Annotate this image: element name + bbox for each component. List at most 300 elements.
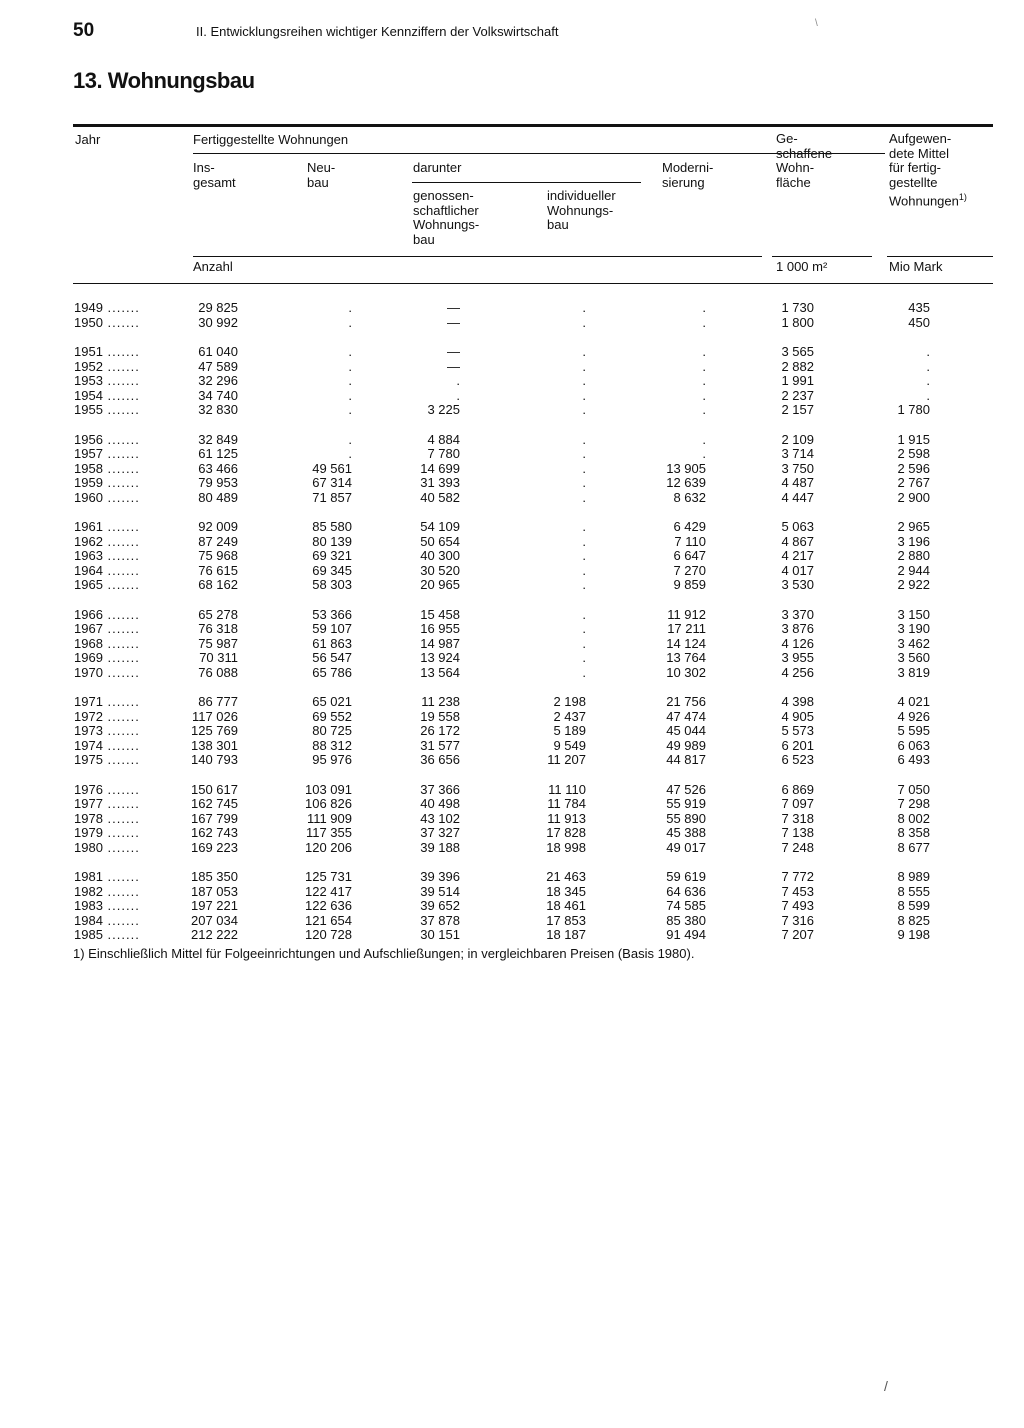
cell-modern: 6 429 bbox=[673, 519, 706, 534]
cell-genossen: 39 396 bbox=[420, 869, 460, 884]
row-year bbox=[74, 928, 164, 943]
cell-insgesamt: 76 615 bbox=[198, 562, 238, 578]
cell-genossen: 40 498 bbox=[420, 796, 460, 811]
leader-dots: ....... bbox=[102, 635, 140, 651]
cell-modern: 6 647 bbox=[673, 548, 706, 563]
cell-flaeche: 3 530 bbox=[781, 577, 814, 592]
cell-modern: 49 017 bbox=[666, 839, 706, 855]
cell-neubau: 56 547 bbox=[312, 650, 352, 665]
cell-genossen: . bbox=[456, 387, 460, 403]
cell-neubau: 80 725 bbox=[312, 723, 352, 738]
cell-insgesamt: 117 026 bbox=[191, 708, 238, 724]
row-year bbox=[74, 535, 164, 550]
cell-individuell: 18 345 bbox=[546, 883, 586, 899]
leader-dots: ....... bbox=[102, 898, 140, 913]
cell-modern: 55 919 bbox=[666, 796, 706, 811]
cell-mittel: 8 677 bbox=[897, 839, 930, 855]
row-year bbox=[74, 622, 164, 637]
cell-insgesamt: 29 825 bbox=[198, 300, 238, 315]
cell-insgesamt: 65 278 bbox=[198, 606, 238, 622]
cell-modern: 10 302 bbox=[666, 664, 706, 680]
scan-mark: / bbox=[884, 1378, 888, 1394]
cell-flaeche: 7 493 bbox=[781, 898, 814, 913]
cell-modern: 12 639 bbox=[666, 475, 706, 490]
cell-neubau: 111 909 bbox=[306, 810, 352, 826]
cell-mittel: 2 596 bbox=[897, 460, 930, 476]
cell-flaeche: 6 523 bbox=[781, 752, 814, 767]
cell-individuell: . bbox=[582, 300, 586, 315]
row-year bbox=[74, 637, 164, 652]
leader-dots: ....... bbox=[102, 621, 140, 636]
cell-insgesamt: 197 221 bbox=[191, 898, 238, 913]
row-year bbox=[74, 360, 164, 375]
cell-individuell: 11 110 bbox=[548, 781, 586, 797]
row-year bbox=[74, 899, 164, 914]
cell-mittel: 4 021 bbox=[897, 694, 930, 709]
cell-individuell: . bbox=[582, 387, 586, 403]
row-year bbox=[74, 695, 164, 710]
year-label: 1969 bbox=[74, 650, 103, 665]
cell-insgesamt: 34 740 bbox=[198, 387, 238, 403]
cell-neubau: 53 366 bbox=[312, 606, 352, 622]
cell-insgesamt: 47 589 bbox=[198, 358, 238, 374]
leader-dots: ....... bbox=[102, 927, 140, 942]
row-year bbox=[74, 447, 164, 462]
cell-neubau: 120 728 bbox=[305, 927, 352, 942]
cell-insgesamt: 162 745 bbox=[191, 796, 238, 811]
cell-neubau: . bbox=[348, 402, 352, 417]
cell-mittel: 3 819 bbox=[897, 664, 930, 680]
cell-insgesamt: 167 799 bbox=[191, 810, 238, 826]
cell-flaeche: 3 876 bbox=[781, 621, 814, 636]
year-label: 1977 bbox=[74, 796, 103, 811]
cell-individuell: . bbox=[582, 606, 586, 622]
cell-flaeche: 7 316 bbox=[781, 912, 814, 928]
cell-flaeche: 2 157 bbox=[781, 402, 814, 417]
cell-genossen: — bbox=[447, 358, 460, 374]
cell-individuell: 2 437 bbox=[553, 708, 586, 724]
cell-flaeche: 7 248 bbox=[781, 839, 814, 855]
cell-flaeche: 7 207 bbox=[781, 927, 814, 942]
cell-flaeche: 3 955 bbox=[781, 650, 814, 665]
cell-flaeche: 7 772 bbox=[781, 869, 814, 884]
cell-insgesamt: 185 350 bbox=[191, 869, 238, 884]
cell-individuell: 11 913 bbox=[547, 810, 586, 826]
cell-flaeche: 5 063 bbox=[781, 519, 814, 534]
leader-dots: ....... bbox=[102, 825, 140, 840]
cell-individuell: 17 853 bbox=[546, 912, 586, 928]
cell-neubau: . bbox=[348, 344, 352, 359]
year-label: 1981 bbox=[74, 869, 103, 884]
cell-modern: 44 817 bbox=[666, 752, 706, 767]
leader-dots: ....... bbox=[102, 358, 140, 374]
cell-neubau: . bbox=[348, 314, 352, 330]
leader-dots: ....... bbox=[102, 533, 140, 549]
year-label: 1963 bbox=[74, 548, 103, 563]
year-label: 1955 bbox=[74, 402, 103, 417]
leader-dots: ....... bbox=[102, 723, 140, 738]
cell-flaeche: 7 453 bbox=[781, 883, 814, 899]
leader-dots: ....... bbox=[102, 577, 140, 592]
cell-flaeche: 4 256 bbox=[781, 664, 814, 680]
year-label: 1982 bbox=[74, 883, 103, 899]
row-year bbox=[74, 433, 164, 448]
cell-flaeche: 2 882 bbox=[781, 358, 814, 374]
cell-mittel: 4 926 bbox=[897, 708, 930, 724]
year-label: 1970 bbox=[74, 664, 103, 680]
cell-insgesamt: 61 125 bbox=[198, 446, 238, 461]
cell-individuell: . bbox=[582, 358, 586, 374]
cell-individuell: . bbox=[582, 489, 586, 505]
cell-flaeche: 3 750 bbox=[781, 460, 814, 476]
cell-modern: 21 756 bbox=[666, 694, 706, 709]
cell-mittel: 3 150 bbox=[897, 606, 930, 622]
cell-insgesamt: 32 296 bbox=[198, 373, 238, 388]
cell-genossen: 30 151 bbox=[420, 927, 460, 942]
cell-insgesamt: 87 249 bbox=[198, 533, 238, 549]
row-year bbox=[74, 578, 164, 593]
cell-individuell: 21 463 bbox=[546, 869, 586, 884]
cell-genossen: 39 514 bbox=[420, 883, 460, 899]
year-label: 1980 bbox=[74, 839, 103, 855]
cell-genossen: . bbox=[456, 373, 460, 388]
cell-mittel: 8 989 bbox=[897, 869, 930, 884]
cell-modern: 9 859 bbox=[673, 577, 706, 592]
cell-neubau: 117 355 bbox=[305, 825, 352, 840]
year-label: 1953 bbox=[74, 373, 103, 388]
year-label: 1976 bbox=[74, 781, 103, 797]
cell-genossen: 31 577 bbox=[420, 737, 460, 753]
cell-flaeche: 4 126 bbox=[781, 635, 814, 651]
cell-individuell: . bbox=[582, 431, 586, 447]
cell-mittel: . bbox=[926, 358, 930, 374]
row-year bbox=[74, 462, 164, 477]
cell-mittel: 2 900 bbox=[897, 489, 930, 505]
year-label: 1954 bbox=[74, 387, 103, 403]
header-bottom-rule bbox=[73, 283, 993, 284]
cell-genossen: 37 878 bbox=[420, 912, 460, 928]
cell-genossen: 15 458 bbox=[420, 606, 460, 622]
cell-modern: 13 764 bbox=[666, 650, 706, 665]
leader-dots: ....... bbox=[102, 752, 140, 767]
cell-mittel: . bbox=[926, 373, 930, 388]
cell-flaeche: 1 800 bbox=[781, 314, 814, 330]
leader-dots: ....... bbox=[102, 737, 140, 753]
year-label: 1958 bbox=[74, 460, 103, 476]
cell-genossen: 39 652 bbox=[420, 898, 460, 913]
cell-individuell: 11 784 bbox=[547, 796, 586, 811]
leader-dots: ....... bbox=[102, 708, 140, 724]
year-label: 1952 bbox=[74, 358, 103, 374]
leader-dots: ....... bbox=[102, 475, 140, 490]
cell-modern: 59 619 bbox=[666, 869, 706, 884]
leader-dots: ....... bbox=[102, 548, 140, 563]
cell-individuell: 18 461 bbox=[546, 898, 586, 913]
cell-individuell: 18 998 bbox=[546, 839, 586, 855]
cell-mittel: 2 965 bbox=[897, 519, 930, 534]
cell-individuell: . bbox=[582, 577, 586, 592]
cell-insgesamt: 207 034 bbox=[191, 912, 238, 928]
cell-individuell: . bbox=[582, 533, 586, 549]
cell-modern: . bbox=[702, 373, 706, 388]
cell-modern: . bbox=[702, 446, 706, 461]
col-header-mittel bbox=[889, 132, 967, 209]
year-label: 1968 bbox=[74, 635, 103, 651]
row-year bbox=[74, 491, 164, 506]
cell-genossen: 16 955 bbox=[420, 621, 460, 636]
cell-neubau: 49 561 bbox=[312, 460, 352, 476]
cell-insgesamt: 187 053 bbox=[191, 883, 238, 899]
cell-flaeche: 4 867 bbox=[781, 533, 814, 549]
cell-individuell: . bbox=[582, 446, 586, 461]
cell-genossen: 11 238 bbox=[421, 694, 460, 709]
cell-flaeche: 4 905 bbox=[781, 708, 814, 724]
row-year bbox=[74, 564, 164, 579]
cell-mittel: 2 944 bbox=[897, 562, 930, 578]
cell-neubau: 121 654 bbox=[305, 912, 352, 928]
year-label: 1978 bbox=[74, 810, 103, 826]
cell-genossen: 26 172 bbox=[420, 723, 460, 738]
cell-flaeche: 7 138 bbox=[781, 825, 814, 840]
cell-flaeche: 4 447 bbox=[781, 489, 814, 505]
cell-mittel: . bbox=[926, 387, 930, 403]
cell-mittel: 2 767 bbox=[897, 475, 930, 490]
cell-genossen: — bbox=[447, 300, 460, 315]
cell-modern: . bbox=[702, 358, 706, 374]
cell-individuell: . bbox=[582, 621, 586, 636]
cell-flaeche: 6 869 bbox=[781, 781, 814, 797]
year-label: 1951 bbox=[74, 344, 103, 359]
cell-neubau: 59 107 bbox=[312, 621, 352, 636]
leader-dots: ....... bbox=[102, 606, 140, 622]
row-year bbox=[74, 826, 164, 841]
page-number: 50 bbox=[73, 20, 95, 41]
cell-flaeche: 2 109 bbox=[781, 431, 814, 447]
cell-neubau: . bbox=[348, 373, 352, 388]
cell-modern: . bbox=[702, 300, 706, 315]
cell-mittel: 2 880 bbox=[897, 548, 930, 563]
cell-individuell: . bbox=[582, 562, 586, 578]
rule-anzahl bbox=[193, 256, 762, 257]
cell-neubau: 58 303 bbox=[312, 577, 352, 592]
cell-mittel: 6 493 bbox=[897, 752, 930, 767]
cell-genossen: 13 924 bbox=[420, 650, 460, 665]
row-year bbox=[74, 666, 164, 681]
cell-mittel: 5 595 bbox=[897, 723, 930, 738]
year-label: 1983 bbox=[74, 898, 103, 913]
year-label: 1959 bbox=[74, 475, 103, 490]
year-label: 1961 bbox=[74, 519, 103, 534]
leader-dots: ....... bbox=[102, 314, 140, 330]
cell-flaeche: 7 097 bbox=[781, 796, 814, 811]
cell-flaeche: 4 217 bbox=[781, 548, 814, 563]
cell-modern: 14 124 bbox=[666, 635, 706, 651]
cell-modern: 17 211 bbox=[667, 621, 706, 636]
cell-mittel: 7 298 bbox=[897, 796, 930, 811]
leader-dots: ....... bbox=[102, 373, 140, 388]
year-label: 1956 bbox=[74, 431, 103, 447]
cell-genossen: 20 965 bbox=[420, 577, 460, 592]
row-year bbox=[74, 374, 164, 389]
cell-modern: 7 110 bbox=[674, 533, 706, 549]
cell-modern: 49 989 bbox=[666, 737, 706, 753]
year-label: 1972 bbox=[74, 708, 103, 724]
row-year bbox=[74, 797, 164, 812]
leader-dots: ....... bbox=[102, 489, 140, 505]
leader-dots: ....... bbox=[102, 810, 140, 826]
cell-individuell: 2 198 bbox=[553, 694, 586, 709]
row-year bbox=[74, 710, 164, 725]
cell-insgesamt: 76 088 bbox=[198, 664, 238, 680]
row-year bbox=[74, 724, 164, 739]
col-header-fertiggestellte: Fertiggestellte Wohnungen bbox=[193, 132, 349, 147]
year-label: 1949 bbox=[74, 300, 103, 315]
cell-mittel: 9 198 bbox=[897, 927, 930, 942]
cell-genossen: 50 654 bbox=[420, 533, 460, 549]
cell-mittel: 7 050 bbox=[897, 781, 930, 797]
cell-genossen: 36 656 bbox=[420, 752, 460, 767]
cell-insgesamt: 32 830 bbox=[198, 402, 238, 417]
cell-neubau: 85 580 bbox=[312, 519, 352, 534]
footnote: 1) Einschließlich Mittel für Folgeeinrichtungen und Aufschließungen; in vergleichbaren Preisen (Basis 1980). bbox=[73, 946, 695, 961]
cell-neubau: 125 731 bbox=[305, 869, 352, 884]
cell-insgesamt: 79 953 bbox=[198, 475, 238, 490]
cell-flaeche: 6 201 bbox=[781, 737, 814, 753]
cell-genossen: 3 225 bbox=[427, 402, 460, 417]
cell-neubau: . bbox=[348, 358, 352, 374]
cell-genossen: 31 393 bbox=[420, 475, 460, 490]
footnote-ref: 1) bbox=[958, 192, 967, 202]
cell-neubau: 69 345 bbox=[312, 562, 352, 578]
cell-flaeche: 4 487 bbox=[781, 475, 814, 490]
cell-mittel: 8 002 bbox=[897, 810, 930, 826]
cell-mittel: 6 063 bbox=[897, 737, 930, 753]
cell-neubau: . bbox=[348, 387, 352, 403]
cell-neubau: . bbox=[348, 300, 352, 315]
row-year bbox=[74, 476, 164, 491]
cell-neubau: 67 314 bbox=[312, 475, 352, 490]
cell-mittel: 8 358 bbox=[897, 825, 930, 840]
leader-dots: ....... bbox=[102, 460, 140, 476]
cell-neubau: 95 976 bbox=[312, 752, 352, 767]
leader-dots: ....... bbox=[102, 664, 140, 680]
year-label: 1966 bbox=[74, 606, 103, 622]
cell-genossen: — bbox=[447, 314, 460, 330]
cell-genossen: 4 884 bbox=[427, 431, 460, 447]
cell-mittel: 3 196 bbox=[897, 533, 930, 549]
cell-insgesamt: 212 222 bbox=[191, 927, 238, 942]
leader-dots: ....... bbox=[102, 431, 140, 447]
rule-flaeche-unit bbox=[772, 256, 872, 257]
cell-insgesamt: 76 318 bbox=[198, 621, 238, 636]
cell-genossen: 7 780 bbox=[427, 446, 460, 461]
leader-dots: ....... bbox=[102, 694, 140, 709]
cell-modern: . bbox=[702, 431, 706, 447]
table-top-rule bbox=[73, 124, 993, 127]
cell-neubau: 65 021 bbox=[312, 694, 352, 709]
cell-individuell: . bbox=[582, 314, 586, 330]
row-year bbox=[74, 403, 164, 418]
year-label: 1960 bbox=[74, 489, 103, 505]
mittel-label: Aufgewen- dete Mittel für fertig- gestellte Wohnungen bbox=[889, 131, 959, 209]
cell-neubau: 122 417 bbox=[305, 883, 352, 899]
year-label: 1967 bbox=[74, 621, 103, 636]
rule-under-darunter bbox=[412, 182, 641, 183]
leader-dots: ....... bbox=[102, 402, 140, 417]
cell-individuell: . bbox=[582, 344, 586, 359]
leader-dots: ....... bbox=[102, 869, 140, 884]
row-year bbox=[74, 651, 164, 666]
unit-flaeche: 1 000 m² bbox=[776, 259, 828, 274]
cell-modern: 13 905 bbox=[666, 460, 706, 476]
row-year bbox=[74, 841, 164, 856]
cell-modern: 74 585 bbox=[666, 898, 706, 913]
cell-mittel: . bbox=[926, 344, 930, 359]
table-title: 13. Wohnungsbau bbox=[73, 68, 255, 93]
year-label: 1984 bbox=[74, 912, 103, 928]
cell-insgesamt: 75 968 bbox=[198, 548, 238, 563]
year-label: 1973 bbox=[74, 723, 103, 738]
cell-genossen: 14 699 bbox=[420, 460, 460, 476]
row-year bbox=[74, 753, 164, 768]
year-label: 1971 bbox=[74, 694, 103, 709]
cell-modern: 47 474 bbox=[666, 708, 706, 724]
cell-mittel: 2 922 bbox=[897, 577, 930, 592]
year-label: 1975 bbox=[74, 752, 103, 767]
cell-neubau: 69 321 bbox=[312, 548, 352, 563]
leader-dots: ....... bbox=[102, 387, 140, 403]
cell-insgesamt: 32 849 bbox=[198, 431, 238, 447]
cell-insgesamt: 61 040 bbox=[198, 344, 238, 359]
cell-flaeche: 3 370 bbox=[781, 606, 814, 622]
leader-dots: ....... bbox=[102, 839, 140, 855]
unit-mark: Mio Mark bbox=[889, 259, 943, 274]
cell-flaeche: 1 991 bbox=[781, 373, 814, 388]
cell-insgesamt: 80 489 bbox=[198, 489, 238, 505]
cell-flaeche: 4 398 bbox=[781, 694, 814, 709]
col-header-darunter: darunter bbox=[413, 160, 462, 175]
cell-neubau: 65 786 bbox=[312, 664, 352, 680]
cell-individuell: . bbox=[582, 650, 586, 665]
cell-neubau: . bbox=[348, 446, 352, 461]
row-year bbox=[74, 914, 164, 929]
cell-individuell: . bbox=[582, 664, 586, 680]
cell-modern: 45 044 bbox=[666, 723, 706, 738]
leader-dots: ....... bbox=[102, 562, 140, 578]
cell-neubau: 69 552 bbox=[312, 708, 352, 724]
cell-neubau: 61 863 bbox=[312, 635, 352, 651]
cell-mittel: 3 560 bbox=[897, 650, 930, 665]
cell-individuell: . bbox=[582, 373, 586, 388]
cell-modern: 47 526 bbox=[666, 781, 706, 797]
leader-dots: ....... bbox=[102, 912, 140, 928]
cell-flaeche: 3 565 bbox=[781, 344, 814, 359]
row-year bbox=[74, 549, 164, 564]
col-header-modernisierung: Moderni- sierung bbox=[662, 160, 714, 190]
cell-genossen: 19 558 bbox=[420, 708, 460, 724]
cell-mittel: 8 555 bbox=[897, 883, 930, 899]
cell-modern: 11 912 bbox=[667, 606, 706, 622]
cell-genossen: 43 102 bbox=[420, 810, 460, 826]
cell-insgesamt: 70 311 bbox=[199, 650, 238, 665]
cell-flaeche: 3 714 bbox=[781, 446, 814, 461]
cell-individuell: . bbox=[582, 548, 586, 563]
cell-genossen: — bbox=[447, 344, 460, 359]
cell-modern: 7 270 bbox=[673, 562, 706, 578]
year-label: 1950 bbox=[74, 314, 103, 330]
cell-genossen: 14 987 bbox=[420, 635, 460, 651]
cell-mittel: 2 598 bbox=[897, 446, 930, 461]
